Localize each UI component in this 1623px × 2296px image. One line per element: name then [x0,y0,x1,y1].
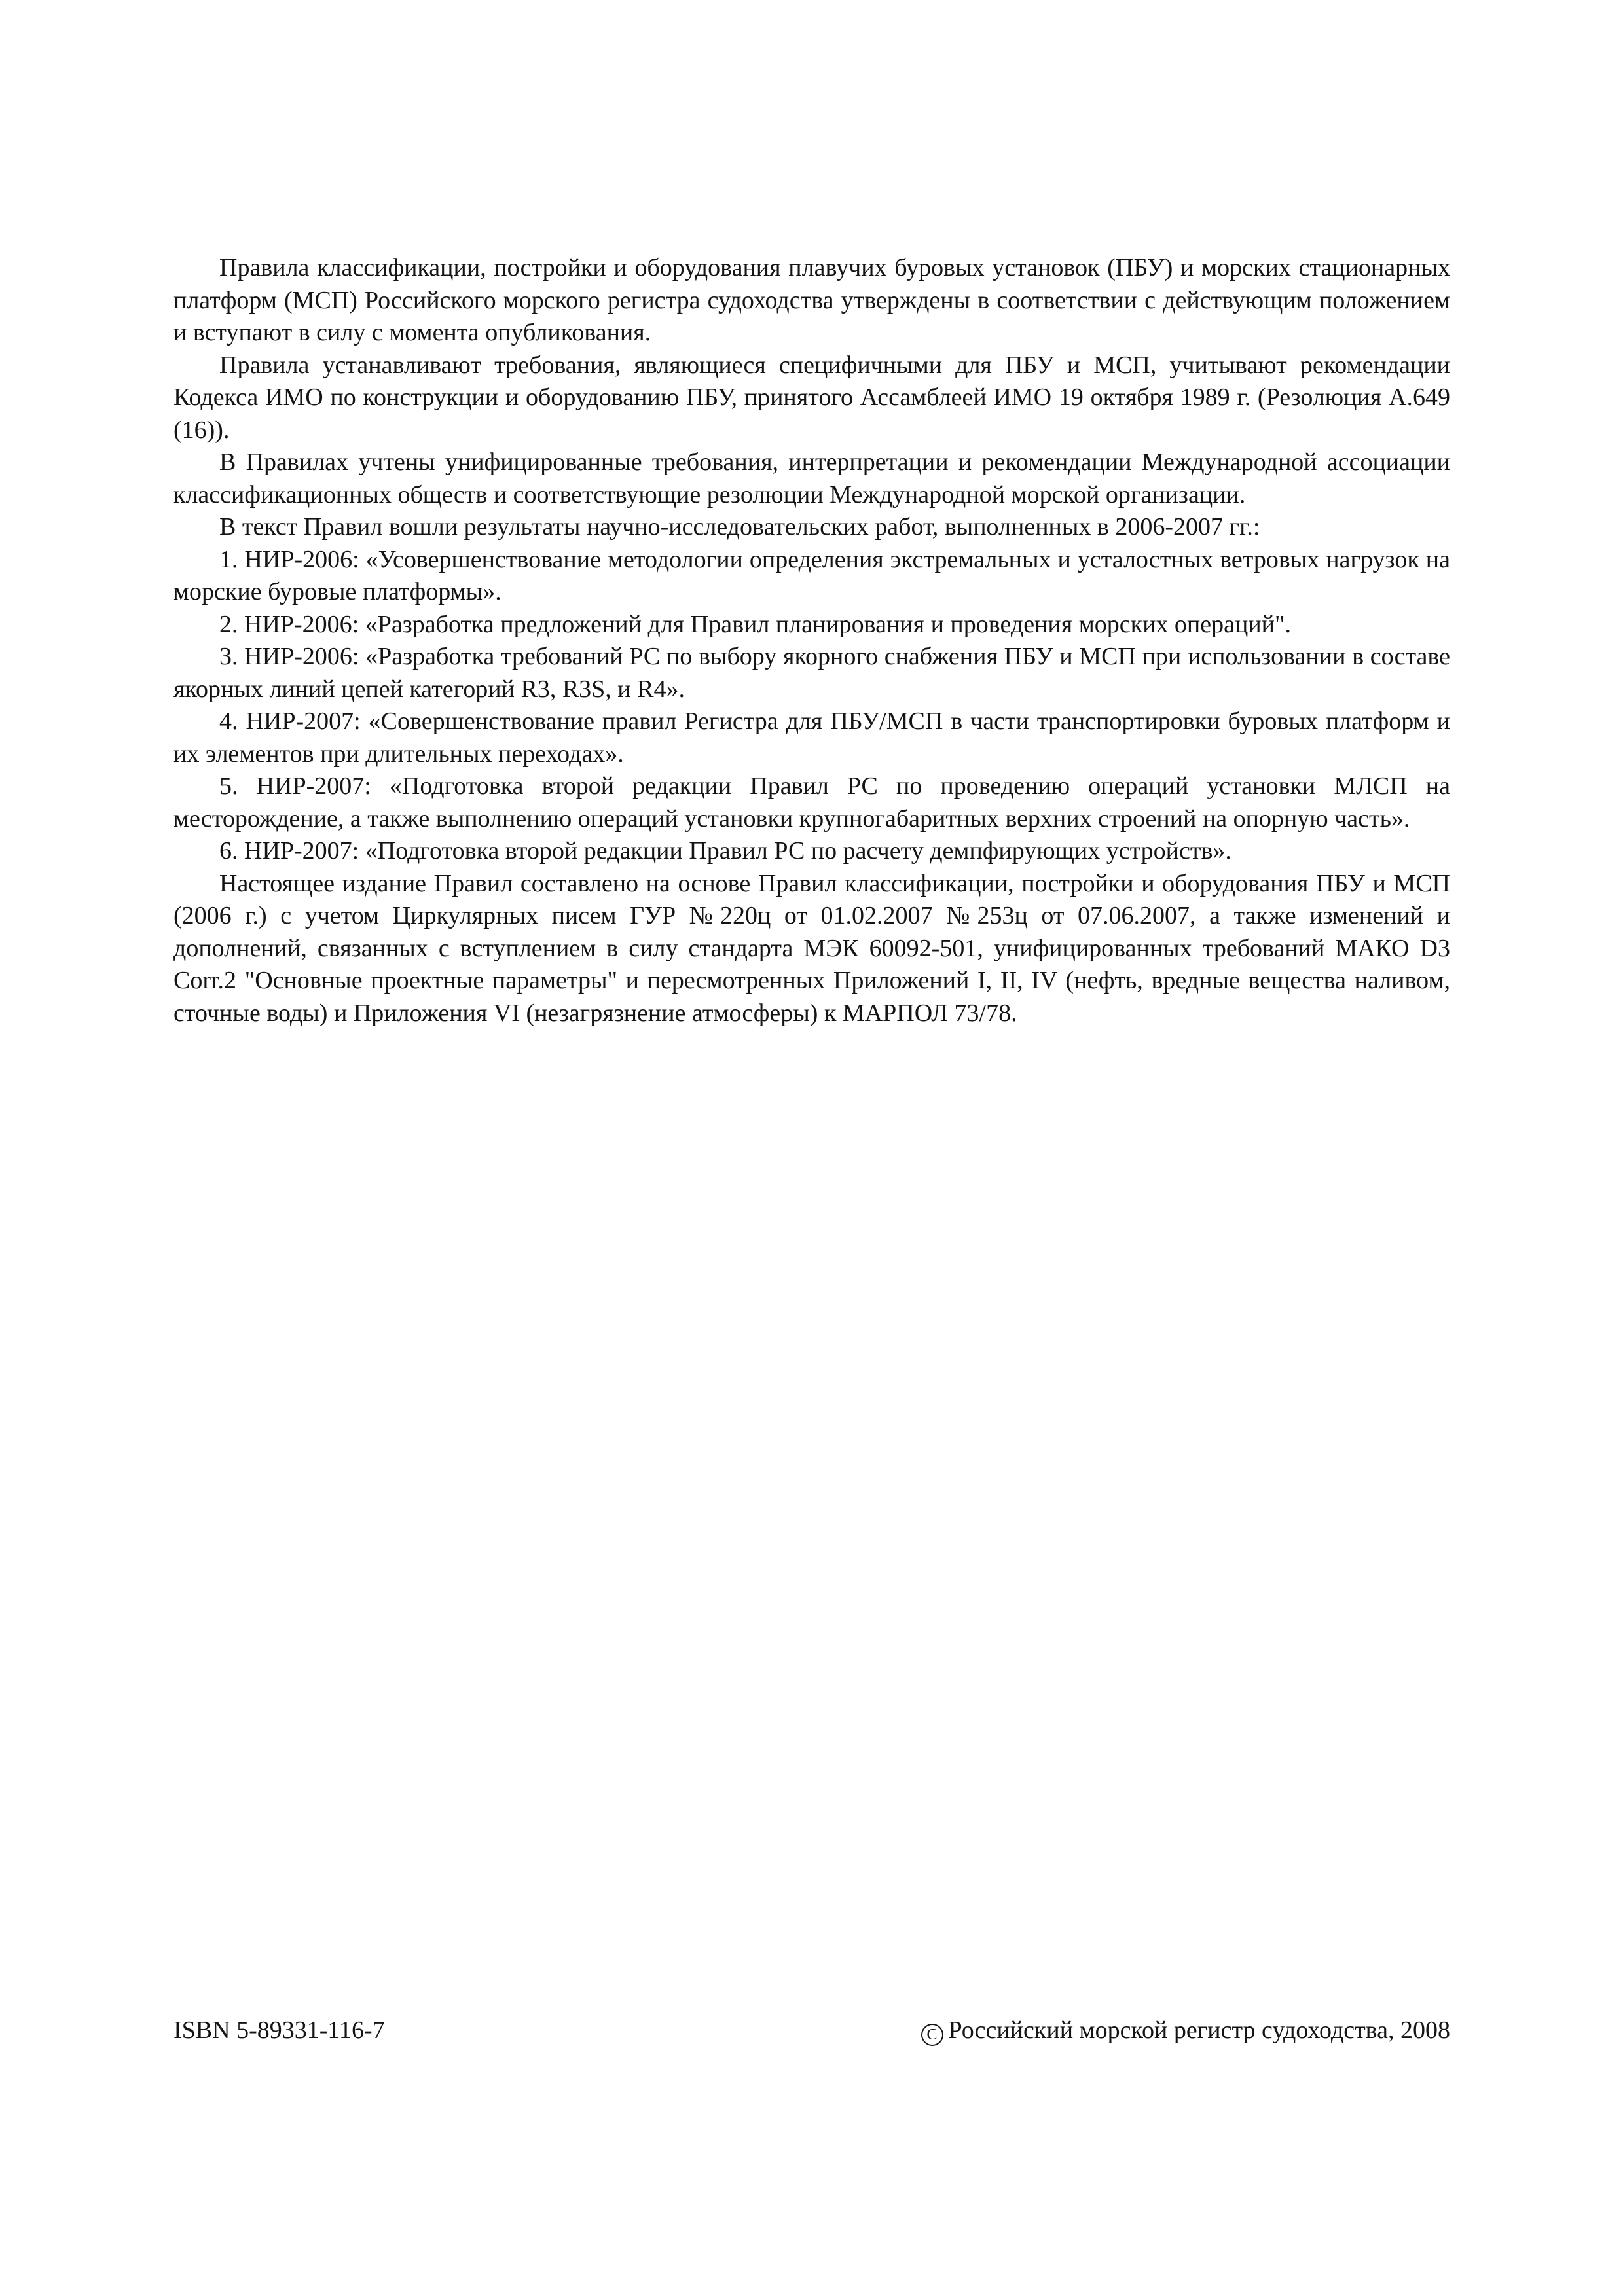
paragraph-research-intro: В текст Правил вошли результаты научно-исследовательских работ, выполненных в 2006-2007 гг.: [219,513,1260,541]
paragraph-edition-basis: Настоящее издание Правил составлено на основе Правил классификации, постройки и оборудования ПБУ и МСП (2006 г.) с учетом Циркулярных писем ГУР №220ц от 01.02.2007 №253ц от 07.06.2007, а также изменений и дополнений, связанных с вступлением в силу стандарта МЭК 60092-501, унифицированных требований МАКО D3 Corr.2 "Основные проектные параметры" и пересмотренных Приложений I, II, IV (нефть, вредные вещества наливом, сточные воды) и Приложения VI (незагрязнение атмосферы) к МАРПОЛ 73/78. [173,869,1450,1027]
page-footer [173,2015,1450,2047]
copyright-notice [921,2015,1450,2047]
list-item-research-3: 3. НИР-2006: «Разработка требований РС по выбору якорного снабжения ПБУ и МСП при использовании в составе якорных линий цепей категорий R3, R3S, и R4». [173,643,1450,703]
list-item-research-2: 2. НИР-2006: «Разработка предложений для Правил планирования и проведения морских операций". [219,610,1292,638]
copyright-text: Российский морской регистр судоходства, 2008 [948,2017,1450,2044]
list-item-research-6: 6. НИР-2007: «Подготовка второй редакции Правил РС по расчету демпфирующих устройств». [219,837,1231,865]
list-item-research-5: 5. НИР-2007: «Подготовка второй редакции Правил РС по проведению операций установки МЛСП на месторождение, а также выполнению операций установки крупногабаритных верхних строений на опорную часть». [173,772,1450,833]
paragraph-unified-requirements: В Правилах учтены унифицированные требования, интерпретации и рекомендации Международной ассоциации классификационных обществ и соответствующие резолюции Международной морской организации. [173,448,1450,509]
list-item-research-1: 1. НИР-2006: «Усовершенствование методологии определения экстремальных и усталостных ветровых нагрузок на морские буровые платформы». [173,545,1450,605]
paragraph-requirements: Правила устанавливают требования, являющиеся специфичными для ПБУ и МСП, учитывают рекомендации Кодекса ИМО по конструкции и оборудованию ПБУ, принятого Ассамблеей ИМО 19 октября 1989 г. (Резолюция A.649 (16)). [173,351,1450,444]
list-item-research-4: 4. НИР-2007: «Совершенствование правил Регистра для ПБУ/МСП в части транспортировки буровых платформ и их элементов при длительных переходах». [173,708,1450,768]
isbn-text: ISBN 5-89331-116-7 [173,2017,385,2044]
document-body [173,252,1450,1030]
copyright-icon: C [921,2024,943,2046]
paragraph-intro: Правила классификации, постройки и оборудования плавучих буровых установок (ПБУ) и морских стационарных платформ (МСП) Российского морского регистра судоходства утверждены в соответствии с действующим положением и вступают в силу с момента опубликования. [173,254,1450,346]
